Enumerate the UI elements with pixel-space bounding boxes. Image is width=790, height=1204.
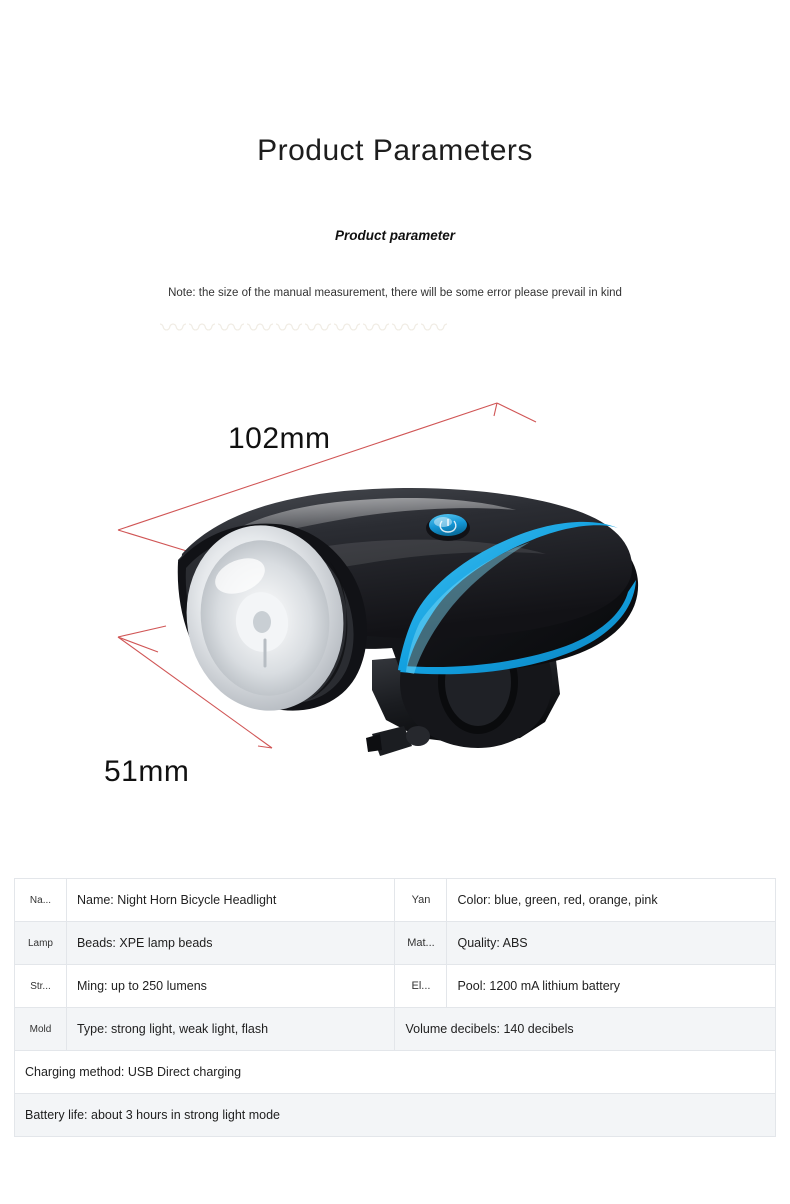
table-row <box>15 1051 776 1094</box>
spec-table <box>14 878 776 1137</box>
spec-value-volume: Volume decibels: 140 decibels <box>395 1008 776 1051</box>
spec-value-2: Color: blue, green, red, orange, pink <box>447 879 776 922</box>
spec-value-1: Name: Night Horn Bicycle Headlight <box>66 879 395 922</box>
spec-value-2: Quality: ABS <box>447 922 776 965</box>
spec-key-2: Yan <box>395 879 447 922</box>
spec-charging-method: Charging method: USB Direct charging <box>15 1051 776 1094</box>
spec-value-1: Ming: up to 250 lumens <box>66 965 395 1008</box>
spec-key-1: Str... <box>15 965 67 1008</box>
product-illustration <box>0 313 790 850</box>
dimension-height-label: 51mm <box>104 755 190 788</box>
spec-key-2: El... <box>395 965 447 1008</box>
page-subtitle: Product parameter <box>334 228 456 243</box>
spec-battery-life: Battery life: about 3 hours in strong light mode <box>15 1094 776 1137</box>
measurement-note: Note: the size of the manual measurement, there will be some error please prevail in kind <box>168 287 622 299</box>
page-title: Product Parameters <box>257 134 533 167</box>
spec-key-1: Na... <box>15 879 67 922</box>
table-row <box>15 922 776 965</box>
table-row <box>15 879 776 922</box>
table-row <box>15 1094 776 1137</box>
spec-value-2: Pool: 1200 mA lithium battery <box>447 965 776 1008</box>
spec-value-1: Type: strong light, weak light, flash <box>66 1008 395 1051</box>
table-row <box>15 965 776 1008</box>
spec-key-1: Lamp <box>15 922 67 965</box>
spec-key-1: Mold <box>15 1008 67 1051</box>
dimension-width-label: 102mm <box>228 422 331 455</box>
spec-key-2: Mat... <box>395 922 447 965</box>
table-row <box>15 1008 776 1051</box>
spec-value-1: Beads: XPE lamp beads <box>66 922 395 965</box>
background-texture: 〰〰〰〰〰〰〰〰〰〰 <box>160 313 451 343</box>
